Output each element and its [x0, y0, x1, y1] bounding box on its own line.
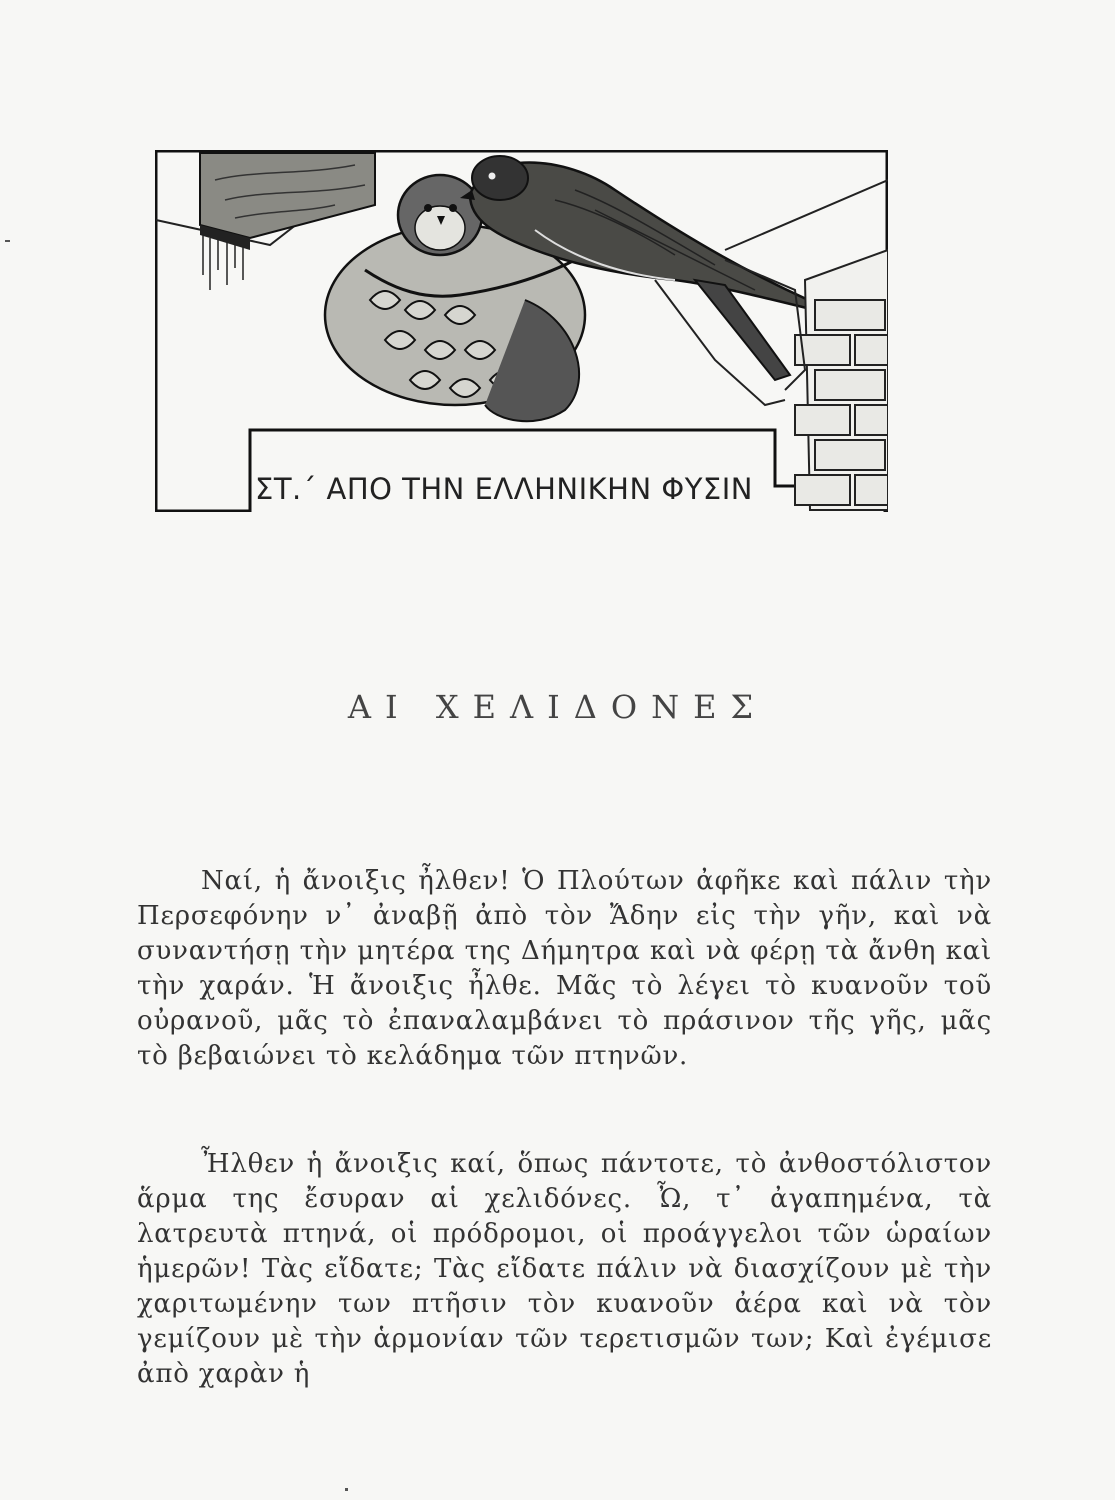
- chapter-title: ΑΙ ΧΕΛΙΔΟΝΕΣ: [347, 688, 768, 726]
- section-label: ΣΤ.΄ ΑΠΟ ΤΗΝ ΕΛΛΗΝΙΚΗΝ ΦΥΣΙΝ: [255, 472, 753, 506]
- paragraph-1: Ναί, ἡ ἄνοιξις ἦλθεν! Ὁ Πλούτων ἀφῆκε καὶ πάλιν τὴν Περσεφόνην ν᾽ ἀναβῇ ἀπὸ τὸν Ἄδην εἰς τὴν γῆν, καὶ νὰ συναντήσῃ τὴν μητέρα της Δήμητρα καὶ νὰ φέρῃ τὰ ἄνθη καὶ τὴν χαράν. Ἡ ἄνοιξις ἦλθε. Μᾶς τὸ λέγει τὸ κυανοῦν τοῦ οὐρανοῦ, μᾶς τὸ ἐπαναλαμβάνει τὸ πράσινον τῆς γῆς, μᾶς τὸ βεβαιώνει τὸ κελάδημα τῶν πτηνῶν.: [137, 866, 992, 1071]
- scan-speck: [345, 1488, 348, 1491]
- chapter-header-illustration: [155, 150, 888, 512]
- scan-speck: [5, 240, 10, 242]
- paragraph-2: Ἦλθεν ἡ ἄνοιξις καί, ὅπως πάντοτε, τὸ ἀνθοστόλιστον ἅρμα της ἔσυραν αἱ χελιδόνες. Ὦ, τ᾽ ἀγαπημένα, τὰ λατρευτὰ πτηνά, οἱ πρόδρομοι, οἱ προάγγελοι τῶν ὡραίων ἡμερῶν! Τὰς εἴδατε; Τὰς εἴδατε πάλιν νὰ διασχίζουν μὲ τὴν χαριτωμένην των πτῆσιν τὸν κυανοῦν ἀέρα καὶ νὰ τὸν γεμίζουν μὲ τὴν ἁρμονίαν τῶν τερετισμῶν των; Καὶ ἐγέμισε ἀπὸ χαρὰν ἡ: [137, 1149, 992, 1389]
- swallows-nest-illustration: [155, 150, 888, 512]
